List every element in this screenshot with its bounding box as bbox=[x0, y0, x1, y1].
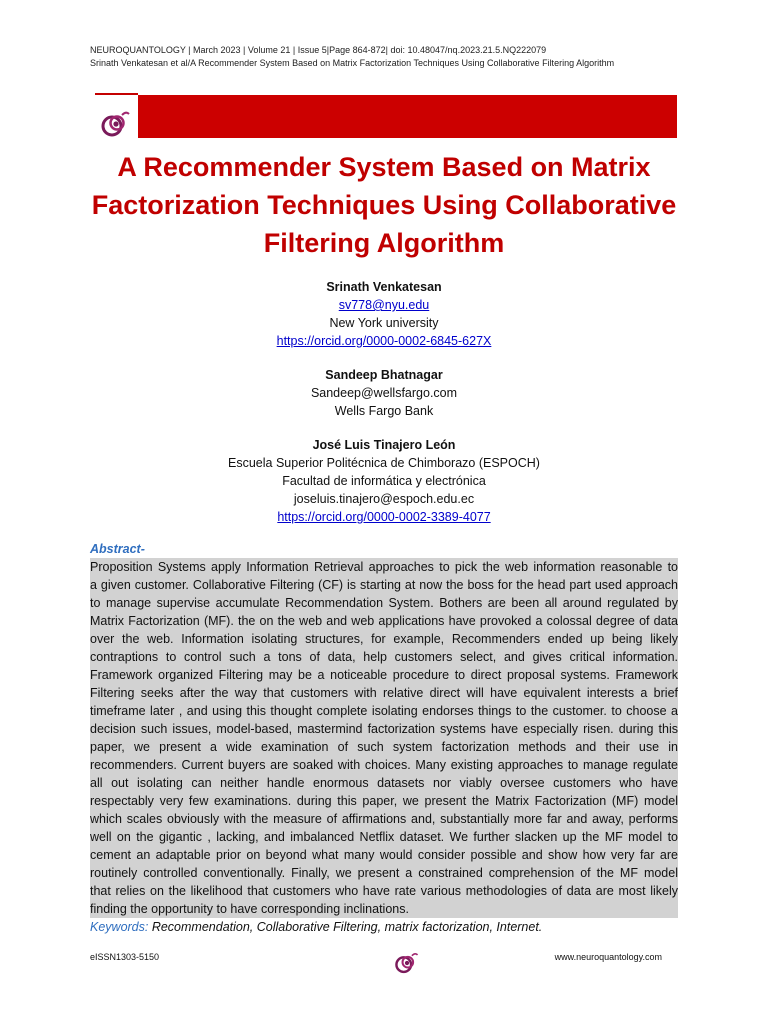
keywords-text: Recommendation, Collaborative Filtering, matrix factorization, Internet. bbox=[148, 920, 543, 934]
abstract-line: respectably very few examinations. during this paper, we present the Matrix Factorization (MF) model bbox=[90, 794, 678, 808]
abstract-line: Framework organized Filtering may be a noticeable procedure to direct proposal systems. Framework bbox=[90, 668, 678, 682]
journal-banner bbox=[95, 93, 677, 140]
abstract-line: decision such issues, model-based, mastermind factorization systems have especially risen. during this bbox=[90, 722, 678, 736]
author-name: Srinath Venkatesan bbox=[326, 280, 442, 294]
footer-issn: eISSN1303-5150 bbox=[90, 952, 160, 962]
banner-red-bar bbox=[138, 95, 677, 138]
abstract-line: contraptions to control such a tons of data, help customers select, and gives critical information. bbox=[90, 650, 678, 664]
title-line: A Recommender System Based on Matrix bbox=[117, 152, 651, 182]
abstract-line: to manage supervise accumulate Recommendation System. Bothers are been all around regulated by bbox=[90, 596, 678, 610]
author-department: Facultad de informática y electrónica bbox=[282, 474, 486, 488]
keywords-label: Keywords: bbox=[90, 920, 149, 934]
author-orcid-link[interactable]: https://orcid.org/0000-0002-6845-627X bbox=[276, 334, 492, 348]
author-affiliation: New York university bbox=[329, 316, 439, 330]
author-email: Sandeep@wellsfargo.com bbox=[310, 386, 458, 400]
abstract-line: Filtering seeks after the way that customers with relative direct will have equivalent interests a brief bbox=[90, 686, 678, 700]
author-block bbox=[84, 278, 684, 542]
abstract-line: well on the gigantic , lacking, and imbalanced Netflix dataset. We further slacken up the MF model to bbox=[90, 830, 678, 844]
paper-title bbox=[80, 148, 688, 262]
abstract-line: cement an adaptable prior on beyond what many would consider possible and show how very far are bbox=[90, 848, 678, 862]
author-affiliation: Wells Fargo Bank bbox=[334, 404, 434, 418]
running-header bbox=[90, 44, 614, 70]
neuroquantology-logo-icon bbox=[100, 109, 132, 139]
keywords bbox=[90, 918, 678, 936]
abstract-body bbox=[90, 558, 678, 918]
abstract-line: recommenders. Current buyers are soaked with choices. Many existing approaches to manage regulate bbox=[90, 758, 678, 772]
abstract-heading: Abstract- bbox=[90, 542, 145, 556]
abstract-line: a given customer. Collaborative Filtering (CF) is starting at now the boss for the head part used approach bbox=[90, 578, 678, 592]
author-affiliation: Escuela Superior Politécnica de Chimborazo (ESPOCH) bbox=[228, 456, 540, 470]
author-name: Sandeep Bhatnagar bbox=[325, 368, 443, 382]
title-line: Factorization Techniques Using Collaborative bbox=[91, 190, 677, 220]
abstract-line: routinely controlled conventionally. Finally, we present a constrained comprehension of the MF model bbox=[90, 866, 678, 880]
author-name: José Luis Tinajero León bbox=[312, 438, 456, 452]
running-header-journal: NEUROQUANTOLOGY | March 2023 | Volume 21 | Issue 5|Page 864-872| doi: 10.48047/nq.2023.21.5.NQ222079 bbox=[90, 45, 547, 55]
abstract-line: Proposition Systems apply Information Retrieval approaches to pick the web information reasonable to bbox=[90, 560, 678, 574]
author-orcid-link[interactable]: https://orcid.org/0000-0002-3389-4077 bbox=[277, 510, 491, 524]
banner-rule bbox=[95, 93, 138, 95]
footer-website[interactable]: www.neuroquantology.com bbox=[554, 952, 662, 962]
neuroquantology-logo-icon bbox=[394, 950, 420, 976]
abstract-line: finding the opportunity to have corresponding inclinations. bbox=[90, 902, 409, 916]
abstract-line: which scales obviously with the measure of affirmations and, substantially more far and away, performs bbox=[90, 812, 678, 826]
author-2 bbox=[84, 366, 684, 420]
author-1 bbox=[84, 278, 684, 350]
abstract-line: that relies on the likelihood that customers who have rate various methodologies of data are most likely bbox=[90, 884, 678, 898]
abstract-line: paper, we present a wide examination of such system factorization methods and their use in bbox=[90, 740, 678, 754]
abstract-line: timeframe later , and using this thought complete isolating endorses things to the customer. to choose a bbox=[90, 704, 678, 718]
title-line: Filtering Algorithm bbox=[263, 228, 505, 258]
abstract-line: Matrix Factorization (MF). the on the web and web applications have provoked a colossal degree of data bbox=[90, 614, 678, 628]
abstract-line: all out isolating can neither handle enormous datasets nor viably oversee customers who have bbox=[90, 776, 678, 790]
author-3 bbox=[84, 436, 684, 526]
running-header-citation: Srinath Venkatesan et al/A Recommender System Based on Matrix Factorization Techniques Using Collaborative Filtering Algorithm bbox=[90, 58, 615, 68]
author-email: joseluis.tinajero@espoch.edu.ec bbox=[293, 492, 475, 506]
abstract-section bbox=[90, 540, 678, 936]
abstract-line: over the web. Information isolating structures, for example, Recommenders ended up being likely bbox=[90, 632, 678, 646]
author-email-link[interactable]: sv778@nyu.edu bbox=[338, 298, 430, 312]
